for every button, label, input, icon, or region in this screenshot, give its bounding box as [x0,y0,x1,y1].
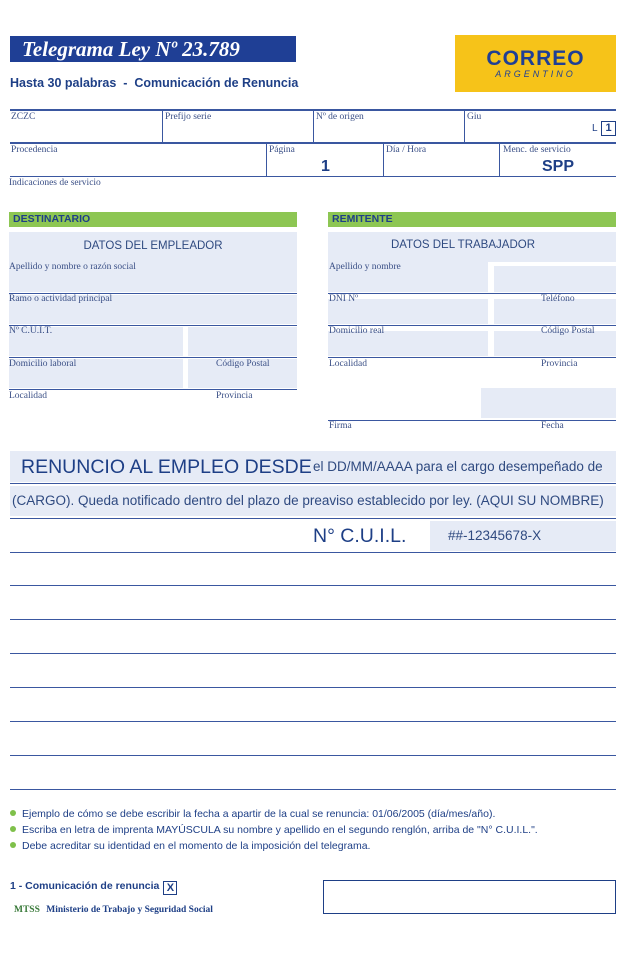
blank-line[interactable] [10,755,616,756]
message-text-2: (CARGO). Queda notificado dentro del plazo de preaviso establecido por ley. (AQUI SU NOMBRE) [12,493,604,508]
menc-servicio-value: SPP [542,158,575,175]
note-3: Debe acreditar su identidad en el momento de la imposición del telegrama. [10,840,370,852]
apellido-trabajador-label: Apellido y nombre [329,262,401,272]
l-label: L [592,123,598,134]
datos-empleador-label: DATOS DEL EMPLEADOR [83,240,223,252]
divider [328,357,616,358]
divider [499,143,500,176]
fecha-label: Fecha [541,421,564,431]
firma-label: Firma [329,421,352,431]
note-2: Escriba en letra de imprenta MAYÚSCULA su nombre y apellido en el segundo renglón, arriba de "N° C.U.I.L.". [10,824,538,836]
divider [313,110,314,143]
giu-label: Giu [467,112,482,122]
codigo-postal-trabajador-label: Código Postal [541,326,595,336]
form-title: Telegrama Ley Nº 23.789 [10,36,296,62]
codigo-postal-empleador-label: Código Postal [216,359,270,369]
bullet-icon [10,842,16,848]
divider [383,143,384,176]
divider [10,142,616,144]
prefijo-serie-label: Prefijo serie [165,112,212,122]
provincia-empleador-label: Provincia [216,391,253,401]
domicilio-laboral-label: Domicilio laboral [9,359,77,369]
bullet-icon [10,810,16,816]
blank-line[interactable] [10,619,616,620]
apellido-empleador-label: Apellido y nombre o razón social [9,262,136,272]
divider [464,110,465,143]
ramo-label: Ramo o actividad principal [9,294,113,304]
renuncio-heading: RENUNCIO AL EMPLEO DESDE [21,456,312,478]
divider [162,110,163,143]
localidad-trabajador-label: Localidad [329,359,367,369]
divider [9,389,297,390]
telefono-label: Teléfono [541,294,575,304]
zczc-label: ZCZC [11,112,36,122]
pagina-value: 1 [321,158,330,175]
dni-label: DNI Nº [329,294,359,304]
provincia-trabajador-label: Provincia [541,359,578,369]
correo-argentino-logo [455,35,616,92]
datos-trabajador-label: DATOS DEL TRABAJADOR [391,239,535,251]
divider [10,552,616,553]
destinatario-header: DESTINATARIO [9,212,297,227]
numero-origen-label: Nº de origen [316,112,364,122]
ministerio-footer [14,905,213,915]
remitente-header: REMITENTE [328,212,616,227]
blank-line[interactable] [10,653,616,654]
domicilio-real-label: Domicilio real [329,326,385,336]
blank-line[interactable] [10,789,616,790]
divider [9,357,297,358]
renuncia-checkbox[interactable]: X [163,881,177,895]
cuit-field-2[interactable] [188,327,297,356]
message-text-1: el DD/MM/AAAA para el cargo desempeñado de [313,459,603,474]
localidad-empleador-label: Localidad [9,391,47,401]
divider [266,143,267,176]
note-1: Ejemplo de cómo se debe escribir la fecha a apartir de la cual se renuncia: 01/06/2005 (día/mes/año). [10,808,495,820]
cuil-label: N° C.U.I.L. [313,525,407,547]
pagina-label: Página [269,145,295,155]
logo-main-text: CORREO [486,47,585,70]
mtss-logo: MTSS [14,905,40,915]
l-value-box: 1 [601,121,616,136]
cuit-label: Nº C.U.I.T. [9,326,53,336]
stamp-box[interactable] [323,880,616,914]
blank-line[interactable] [10,585,616,586]
divider [9,325,297,326]
bullet-icon [10,826,16,832]
logo-sub-text: ARGENTINO [495,69,576,79]
divider [10,176,616,177]
divider [10,483,616,484]
ministerio-name: Ministerio de Trabajo y Seguridad Social [46,905,213,915]
apellido-trabajador-field-2[interactable] [494,266,616,292]
procedencia-label: Procedencia [11,145,58,155]
divider [10,518,616,519]
divider [328,420,616,421]
blank-line[interactable] [10,721,616,722]
dia-hora-label: Día / Hora [386,145,427,155]
blank-line[interactable] [10,687,616,688]
fecha-field[interactable] [481,388,616,418]
indicaciones-label: Indicaciones de servicio [9,178,101,188]
menc-servicio-label: Menc. de servicio [503,145,571,155]
cuil-value: ##-12345678-X [448,528,542,543]
form-subtitle: Hasta 30 palabras - Comunicación de Renuncia [10,76,299,90]
comunicacion-renuncia: 1 - Comunicación de renuncia X [10,880,177,895]
